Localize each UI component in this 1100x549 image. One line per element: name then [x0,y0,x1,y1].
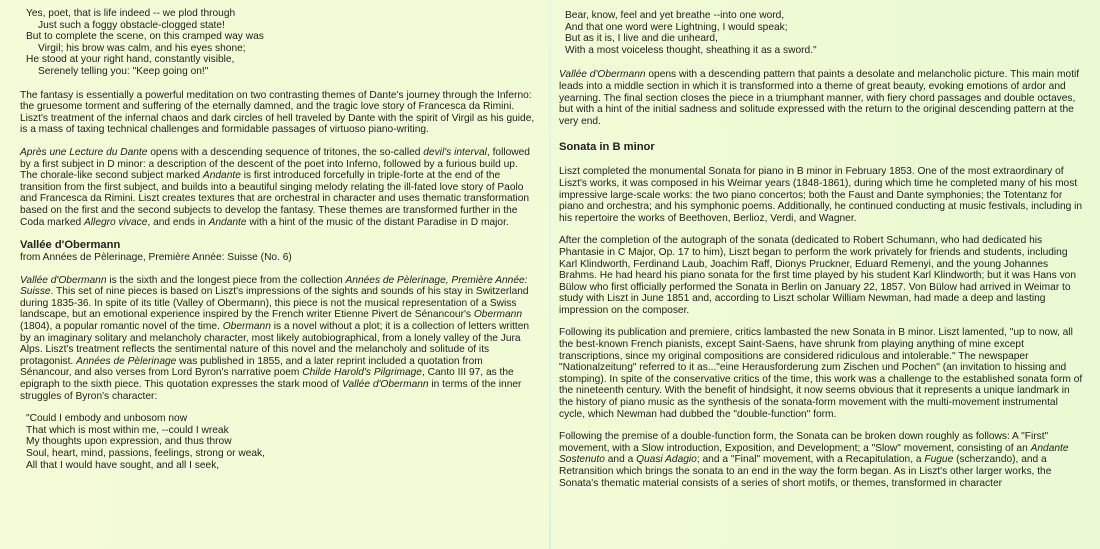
poem-line: But as it is, I live and die unheard, [565,33,718,45]
left-column [0,0,549,549]
text-run: , and ends in [147,216,209,228]
italic-text: Fugue [924,454,954,466]
byron-poem-continued [559,10,1086,56]
fantasy-paragraph: The fantasy is essentially a powerful meditation on two contrasting themes of Dante's journey through the Inferno: the gruesome torment and suffering of the eternally damned, and the tragic love story of Francesca da Rimini. Liszt's treatment of the infernal chaos and dark circles of hell traveled by Dante with the spirit of Virgil as his guide, is a mass of taxing technical challenges and formidable passages of virtuoso piano-writing. [20,89,535,136]
poem-line: All that I would have sought, and all I seek, [26,459,220,471]
poem-line: And that one word were Lightning, I would speak; [565,21,788,33]
poem-line: Serenely telling you: "Keep going on!" [38,65,209,77]
text-run: is a novel without a plot; it is a collection of letters written by an imaginary solitary and melancholy character, most likely autobiographical, from a lonely valley of the Jura Alps. Liszt's treatment reflects the sentimental nature of this novel and the melancholy and solitude of its protagonist. [20,321,530,367]
poem-line: He stood at your right hand, constantly visible, [26,54,235,66]
text-run: was published in 1855, and a later reprint included a quotation from Sénancour, and also verses from Lord Byron's narrative poem [20,355,483,379]
poem-line: Soul, heart, mind, passions, feelings, strong or weak, [26,448,265,459]
text-run: ; and a "Final" movement, with a Recapitulation, a [696,454,925,466]
italic-text: Années de Pèlerinage [76,355,177,367]
vallee-description-paragraph [559,69,1086,127]
poem-line: Bear, know, feel and yet breathe --into one word, [565,10,785,21]
text-run: and a [604,454,637,466]
right-column [551,0,1100,549]
text-run: (scherzando), and a Retransition which brings the sonata to an end in the way the form began. As in Liszt's other larger works, the Sonata's thematic material consists of a series of short motifs, or themes, transformed in character [559,454,1052,489]
poem-line: Just such a foggy obstacle-clogged state! [38,19,225,31]
poem-line: But to complete the scene, on this cramped way was [26,31,264,43]
text-run: is the sixth and the longest piece from the collection [106,274,346,286]
italic-text: devil's interval [423,146,487,158]
italic-text: Vallée d'Obermann [20,274,107,286]
dante-poem [20,8,535,78]
poem-line: My thoughts upon expression, and thus throw [26,436,232,448]
byron-poem [20,413,535,471]
sonata-form-paragraph [559,431,1086,489]
italic-text: Obermann [473,309,522,321]
text-run: , followed by a first subject in D minor: a description of the descent of the poet into Inferno, followed by a furious build up. The chorale-like second subject marked [20,146,530,182]
poem-line: "Could I embody and unbosom now [26,413,188,425]
text-run: Following the premise of a double-function form, the Sonata can be broken down roughly as follows: A "First" movement, with a Slow introduction, Exposition, and Development; a "Slow" movement, consisting of an [559,431,1049,454]
sonata-autograph-paragraph: After the completion of the autograph of the sonata (dedicated to Robert Schumann, who had dedicated his Phantasie in C Major, Op. 17 to him), Liszt began to perform the work privately for friends and students, including Karl Klindworth, Ferdinand Laub, Joachim Raff, Dionys Pruckner, Eduard Remenyi, and the young Johannes Brahms. He had heard his piano sonata for the first time played by his student Karl Klindworth; but it was Hans von Bülow who first officially performed the Sonata in Berlin on January 22, 1857. Von Bülow had arrived in Weimar to study with Liszt in June 1851 and, according to Liszt scholar William Newman, had made a deep and lasting impression on the composer. [559,235,1077,316]
italic-text: Andante [208,216,247,228]
sonata-critics-paragraph: Following its publication and premiere, critics lambasted the new Sonata in B minor. Liszt lamented, "up to now, all the best-known French pianists, except Saint-Saens, have shrunk from playing anything of mine except transcriptions, since my original compositions are considered ridiculous and intolerable." The newspaper "Nationalzeitung" referred to it as..."eine Herausforderung zum Zischen und Pochen" (an invitation to hissing and stomping). In spite of the conservative critics of the time, this work was a challenge to the established sonata form of the nineteenth century. With the benefit of hindsight, it now seems obvious that it represents a unique landmark in the history of piano music as the synthesis of the sonata-form movement with the multi-movement instrumental cycle, which Newman had dubbed the "double-function" form. [559,327,1083,420]
text-run: (1804), a popular romantic novel of the time. [20,321,223,333]
section-heading-vallee: Vallée d'Obermann [20,239,121,252]
section-subheading: from Années de Pèlerinage, Première Année: Suisse (No. 6) [20,252,292,264]
italic-text: Allegro vivace [84,216,148,228]
italic-text: Vallée d'Obermann [559,69,646,81]
text-run: in terms of the inner struggles of Byron's character: [20,379,522,402]
poem-line: Yes, poet, that is life indeed -- we plod through [26,8,236,19]
poem-line: That which is most within me, --could I wreak [26,424,229,436]
text-run: opens with a descending pattern that paints a desolate and melancholic picture. This main motif leads into a middle section in which it is transformed into a theme of great beauty, evoking emotions of ardor and yearning. The final section closes the piece in a triumphant manner, with fiery chord passages and double octaves, but with a hint of the initial sadness and solitude expressed with the return to the original descending pattern at the very end. [559,69,1080,127]
text-run: opens with a descending sequence of tritones, the so-called [147,146,424,158]
italic-text: Après une Lecture du Dante [20,146,148,158]
text-run: is first introduced forcefully in triple-forte at the end of the transition from the first subject, and builds into a beautiful singing melody relating the ill-fated love story of Paolo and Francesca da Rimini. Liszt creates textures that are orchestral in character and uses thematic transformation based on the first and the second subjects to develop the fantasy. These themes are transformed further in the Coda marked [20,170,530,228]
text-run: , Canto III 97, as the epigraph to the sixth piece. This quotation expresses the stark mood of [20,367,514,391]
italic-text: Andante [202,170,241,182]
apres-lecture-paragraph [20,147,535,228]
italic-text: Andante Sostenuto [559,442,1069,466]
italic-text: Obermann [222,321,271,333]
italic-text: Années de Pèlerinage, Première Année: Suisse [20,274,528,298]
poem-line: Virgil; his brow was calm, and his eyes shone; [38,42,246,54]
italic-text: Vallée d'Obermann [342,379,429,391]
text-run: . This set of nine pieces is based on Liszt's impressions of the sights and sounds of his stay in Switzerland during 1835-36. In spite of its title (Valley of Obermann), this piece is not the musical representation of a Swiss landscape, but an emotional experience inspired by the French writer Etienne Pivert de Sénancour's [20,286,529,321]
vallee-paragraph [20,275,535,403]
section-heading-sonata: Sonata in B minor [559,141,655,154]
italic-text: Quasi Adagio [636,454,697,466]
poem-line: With a most voiceless thought, sheathing it as a sword." [565,44,817,56]
text-run: with a hint of the music of the distant Paradise in D major. [246,216,509,228]
italic-text: Childe Harold's Pilgrimage [302,367,422,379]
sonata-intro-paragraph: Liszt completed the monumental Sonata for piano in B minor in February 1853. One of the most extraordinary of Liszt's works, it was composed in his Weimar years (1848-1861), during which time he completed many of his most impressive large-scale works: the two piano concertos; both the Faust and Dante symphonies; the Totentanz for piano and orchestra; and his symphonic poems. Additionally, he continued conducting at music festivals, including in his repertoire the works of Beethoven, Berlioz, Verdi, and Wagner. [559,166,1083,224]
